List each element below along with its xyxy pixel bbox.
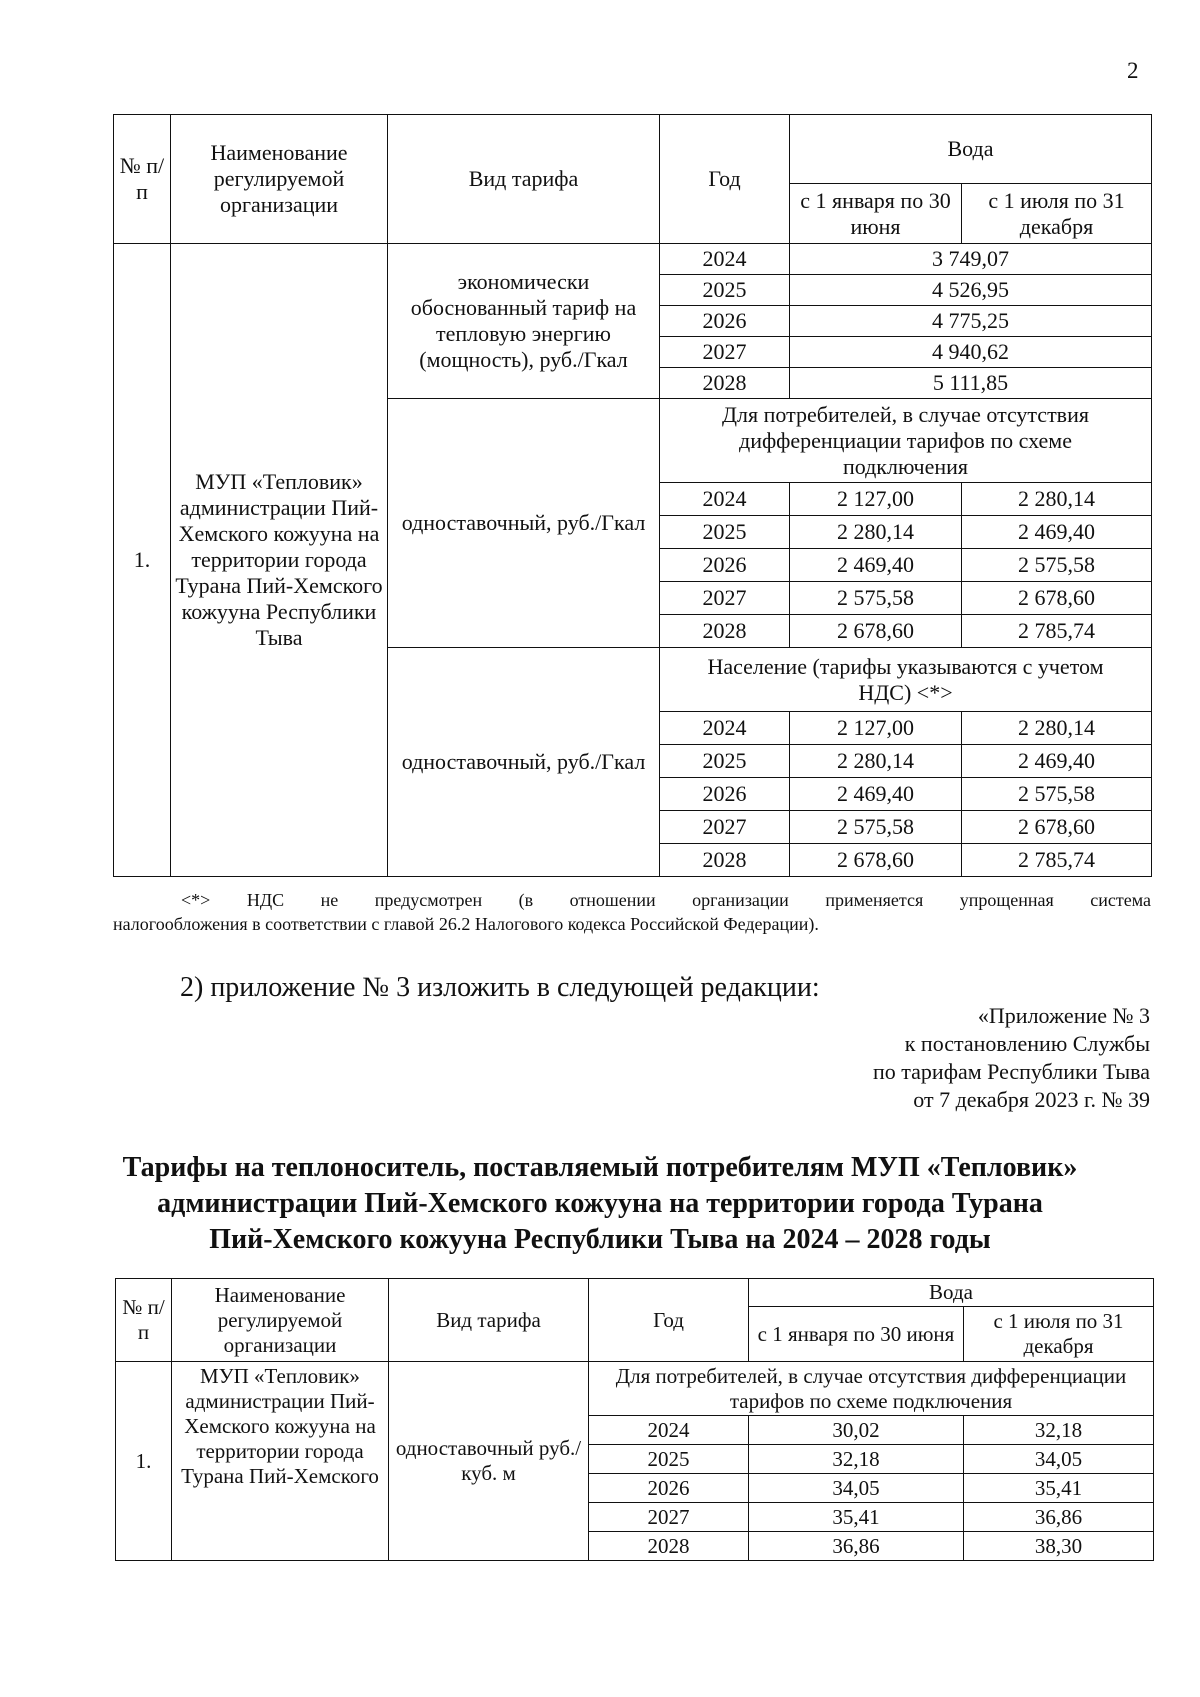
footnote-line-1: <*> НДС не предусмотрен (в отношении организации применяется упрощенная система [181, 890, 1151, 910]
title-line-3: Пий-Хемского кожууна Республики Тыва на 2024 – 2028 годы [209, 1224, 991, 1255]
header-water: Вода [790, 115, 1152, 184]
header-year: Год [589, 1279, 749, 1362]
footnote [113, 888, 1151, 936]
value-cell: 32,18 [964, 1416, 1154, 1445]
appendix-reference [873, 1002, 1150, 1114]
header-org: Наименование регулируемой организации [172, 1279, 389, 1362]
year-cell: 2027 [660, 337, 790, 368]
header-period-2: с 1 июля по 31 декабря [962, 184, 1152, 244]
coolant-tariff-table [115, 1278, 1154, 1561]
value-cell: 2 280,14 [790, 745, 962, 778]
organization-name: МУП «Тепловик» администрации Пий-Хемского кожууна на территории города Турана Пий-Хемского кожууна Республики Тыва [171, 244, 388, 877]
value-cell: 2 678,60 [790, 615, 962, 648]
year-cell: 2028 [589, 1532, 749, 1561]
year-cell: 2025 [660, 745, 790, 778]
year-cell: 2026 [660, 306, 790, 337]
year-cell: 2028 [660, 615, 790, 648]
value-cell: 35,41 [964, 1474, 1154, 1503]
year-cell: 2025 [589, 1445, 749, 1474]
header-period-1: с 1 января по 30 июня [790, 184, 962, 244]
heat-tariff-table [113, 114, 1152, 877]
value-cell: 2 469,40 [790, 778, 962, 811]
amendment-paragraph: 2) приложение № 3 изложить в следующей редакции: [180, 972, 820, 1003]
tariff-type-econ: экономически обоснованный тариф на тепловую энергию (мощность), руб./Гкал [388, 244, 660, 399]
value-cell: 2 678,60 [962, 811, 1152, 844]
year-cell: 2024 [660, 483, 790, 516]
appendix-line-3: по тарифам Республики Тыва [873, 1059, 1150, 1084]
value-cell: 2 469,40 [790, 549, 962, 582]
value-cell: 3 749,07 [790, 244, 1152, 275]
value-cell: 2 280,14 [790, 516, 962, 549]
appendix-line-4: от 7 декабря 2023 г. № 39 [913, 1087, 1150, 1112]
document-title [100, 1150, 1100, 1258]
value-cell: 2 678,60 [962, 582, 1152, 615]
header-year: Год [660, 115, 790, 244]
value-cell: 2 575,58 [962, 549, 1152, 582]
value-cell: 4 775,25 [790, 306, 1152, 337]
value-cell: 2 469,40 [962, 516, 1152, 549]
value-cell: 2 678,60 [790, 844, 962, 877]
value-cell: 34,05 [749, 1474, 964, 1503]
title-line-2: администрации Пий-Хемского кожууна на территории города Турана [157, 1188, 1043, 1219]
header-num: № п/п [114, 115, 171, 244]
year-cell: 2024 [589, 1416, 749, 1445]
value-cell: 2 280,14 [962, 712, 1152, 745]
value-cell: 34,05 [964, 1445, 1154, 1474]
appendix-line-2: к постановлению Службы [904, 1031, 1150, 1056]
year-cell: 2024 [660, 244, 790, 275]
organization-name: МУП «Тепловик» администрации Пий-Хемского кожууна на территории города Турана Пий-Хемского [172, 1362, 389, 1561]
header-tariff-type: Вид тарифа [388, 115, 660, 244]
appendix-line-1: «Приложение № 3 [977, 1003, 1150, 1028]
section-heading-population: Население (тарифы указываются с учетом НДС) <*> [660, 648, 1152, 712]
year-cell: 2028 [660, 844, 790, 877]
value-cell: 2 785,74 [962, 844, 1152, 877]
value-cell: 2 127,00 [790, 712, 962, 745]
row-number: 1. [114, 244, 171, 877]
value-cell: 5 111,85 [790, 368, 1152, 399]
year-cell: 2026 [589, 1474, 749, 1503]
value-cell: 2 575,58 [790, 582, 962, 615]
header-org: Наименование регулируемой организации [171, 115, 388, 244]
value-cell: 36,86 [964, 1503, 1154, 1532]
header-period-1: с 1 января по 30 июня [749, 1307, 964, 1362]
value-cell: 38,30 [964, 1532, 1154, 1561]
tariff-type-consumers: одноставочный, руб./Гкал [388, 399, 660, 648]
value-cell: 2 469,40 [962, 745, 1152, 778]
value-cell: 2 280,14 [962, 483, 1152, 516]
value-cell: 35,41 [749, 1503, 964, 1532]
value-cell: 36,86 [749, 1532, 964, 1561]
value-cell: 4 940,62 [790, 337, 1152, 368]
year-cell: 2025 [660, 275, 790, 306]
year-cell: 2026 [660, 778, 790, 811]
tariff-type: одноставочный руб./куб. м [389, 1362, 589, 1561]
year-cell: 2024 [660, 712, 790, 745]
row-number: 1. [116, 1362, 172, 1561]
section-heading-consumers: Для потребителей, в случае отсутствия дифференциации тарифов по схеме подключения [589, 1362, 1154, 1416]
value-cell: 4 526,95 [790, 275, 1152, 306]
title-line-1: Тарифы на теплоноситель, поставляемый потребителям МУП «Тепловик» [122, 1152, 1078, 1183]
value-cell: 2 575,58 [790, 811, 962, 844]
year-cell: 2028 [660, 368, 790, 399]
value-cell: 2 785,74 [962, 615, 1152, 648]
year-cell: 2025 [660, 516, 790, 549]
value-cell: 2 127,00 [790, 483, 962, 516]
year-cell: 2026 [660, 549, 790, 582]
header-water: Вода [749, 1279, 1154, 1307]
value-cell: 30,02 [749, 1416, 964, 1445]
header-num: № п/п [116, 1279, 172, 1362]
tariff-type-population: одноставочный, руб./Гкал [388, 648, 660, 877]
year-cell: 2027 [660, 582, 790, 615]
year-cell: 2027 [589, 1503, 749, 1532]
page-number: 2 [1127, 58, 1139, 83]
value-cell: 32,18 [749, 1445, 964, 1474]
footnote-line-2: налогообложения в соответствии с главой 26.2 Налогового кодекса Российской Федерации). [113, 914, 819, 934]
header-tariff-type: Вид тарифа [389, 1279, 589, 1362]
section-heading-consumers: Для потребителей, в случае отсутствия дифференциации тарифов по схеме подключения [660, 399, 1152, 483]
header-period-2: с 1 июля по 31 декабря [964, 1307, 1154, 1362]
value-cell: 2 575,58 [962, 778, 1152, 811]
year-cell: 2027 [660, 811, 790, 844]
